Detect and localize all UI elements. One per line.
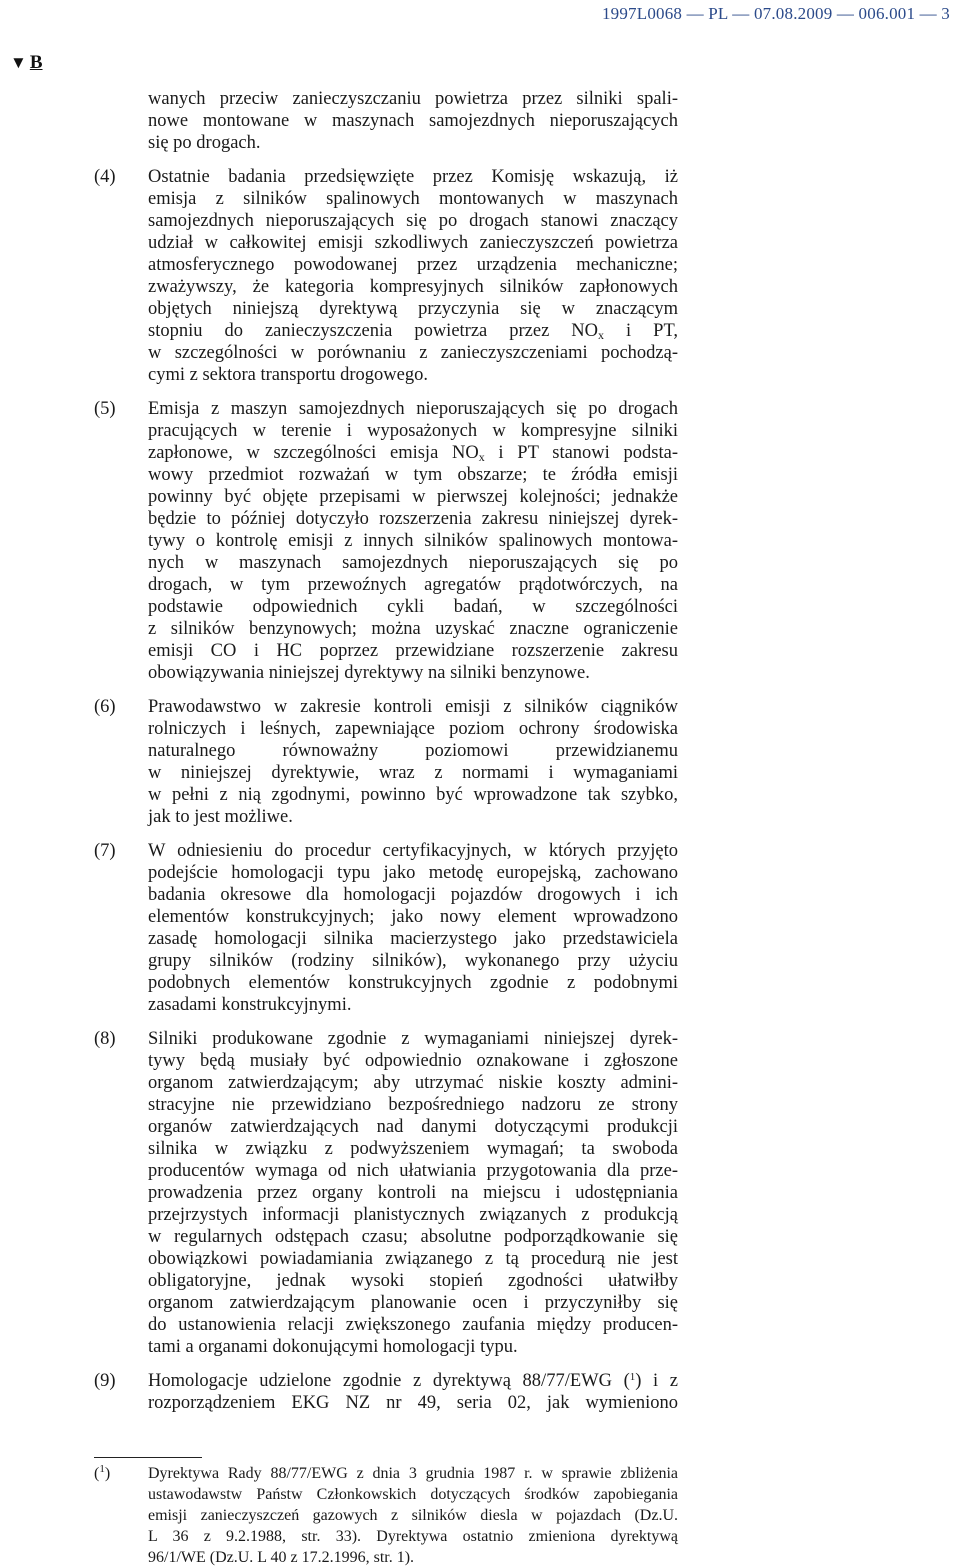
text-line: w regularnych odstępach czasu; absolutne podporządkowanie się bbox=[148, 1227, 678, 1247]
recitals-list bbox=[94, 166, 678, 1414]
recital-6 bbox=[94, 696, 678, 828]
text-line: W odniesieniu do procedur certyfikacyjnych, w których przyjęto bbox=[148, 841, 678, 861]
text-line: jak to jest możliwe. bbox=[148, 807, 293, 827]
text-line: udział w całkowitej emisji szkodliwych zanieczyszczeń powietrza bbox=[148, 233, 678, 253]
text-line: samojezdnych nieporuszających się po drogach stanowi znaczący bbox=[148, 211, 678, 231]
document-body bbox=[94, 88, 678, 1414]
recital-text bbox=[148, 398, 678, 684]
text-line: badania okresowe dla homologacji pojazdów drogowych i ich bbox=[148, 885, 678, 905]
text-line: tami a organami dokonującymi homologacji typu. bbox=[148, 1337, 518, 1357]
footnote-number: ($^1$) bbox=[94, 1463, 111, 1482]
text-line: podejście homologacji typu jako metodę europejską, zachowano bbox=[148, 863, 678, 883]
text-line: nych w maszynach samojezdnych nieporuszających się po bbox=[148, 553, 678, 573]
text-line: silnika w związku z podwyższeniem wymagań; ta swoboda bbox=[148, 1139, 678, 1159]
amendment-marker bbox=[10, 52, 43, 74]
recital-number: (8) bbox=[94, 1029, 116, 1049]
text-line: Silniki produkowane zgodnie z wymaganiami niniejszej dyrek- bbox=[148, 1029, 678, 1049]
footnote bbox=[94, 1463, 678, 1568]
text-line: z silników benzynowych; można uzyskać znaczne ograniczenie bbox=[148, 619, 678, 639]
recital-text bbox=[148, 696, 678, 828]
text-line: emisji zanieczyszczeń gazowych z silników diesla w pojazdach (Dz.U. bbox=[148, 1507, 678, 1524]
text-line: prowadzenia przez organy kontroli na miejscu i udostępniania bbox=[148, 1183, 678, 1203]
text-line: Emisja z maszyn samojezdnych nieporuszających się po drogach bbox=[148, 399, 678, 419]
text-line: nowe montowane w maszynach samojezdnych nieporuszających bbox=[148, 111, 678, 131]
recital-5 bbox=[94, 398, 678, 684]
recital-number: (9) bbox=[94, 1371, 116, 1391]
text-line: do ustanowienia relacji zwiększonego zaufania między producen- bbox=[148, 1315, 678, 1335]
text-line: wowy przedmiot rozważań w tym obszarze; te źródła emisji bbox=[148, 465, 678, 485]
footnote-text bbox=[94, 1463, 678, 1568]
text-line: tywy o kontrolę emisji z innych silników spalinowych montowa- bbox=[148, 531, 678, 551]
text-line: ustawodawstw Państw Członkowskich dotyczących środków zapobiegania bbox=[148, 1486, 678, 1503]
recital-7 bbox=[94, 840, 678, 1016]
text-line: będzie to później dotyczyło rozszerzenia zakresu niniejszej dyrek- bbox=[148, 509, 678, 529]
text-line: zasadami konstrukcyjnymi. bbox=[148, 995, 352, 1015]
footnote-separator bbox=[94, 1457, 202, 1458]
text-line: Ostatnie badania przedsięwzięte przez Komisję wskazują, iż bbox=[148, 167, 678, 187]
text-line: producentów wymaga od nich ułatwiania przygotowania dla prze- bbox=[148, 1161, 678, 1181]
text-line: cymi z sektora transportu drogowego. bbox=[148, 365, 428, 385]
recital-number: (5) bbox=[94, 399, 116, 419]
recital-9 bbox=[94, 1370, 678, 1414]
text-line: podstawie odpowiednich cykli badań, w szczególności bbox=[148, 597, 678, 617]
text-line: podobnych elementów konstrukcyjnych zgodnie z podobnymi bbox=[148, 973, 678, 993]
recital-4 bbox=[94, 166, 678, 386]
text-line: objętych niniejszą dyrektywą przyczynia się w znaczącym bbox=[148, 299, 678, 319]
text-line: Dyrektywa Rady 88/77/EWG z dnia 3 grudnia 1987 r. w sprawie zbliżenia bbox=[148, 1465, 678, 1482]
recital-text bbox=[148, 166, 678, 386]
text-line: wanych przeciw zanieczyszczaniu powietrza przez silniki spali- bbox=[148, 89, 678, 109]
recital-number: (7) bbox=[94, 841, 116, 861]
text-line: obowiązywania niniejszej dyrektywy na silniki benzynowe. bbox=[148, 663, 590, 683]
text-line: przejrzystych informacji planistycznych związanych z produkcją bbox=[148, 1205, 678, 1225]
text-line: pracujących w terenie i wyposażonych w kompresyjne silniki bbox=[148, 421, 678, 441]
text-line: rozporządzeniem EKG NZ nr 49, seria 02, jak wymieniono bbox=[148, 1393, 678, 1413]
amendment-marker-letter: B bbox=[29, 52, 43, 73]
text-line: L 36 z 9.2.1988, str. 33). Dyrektywa ostatnio zmieniona dyrektywą bbox=[148, 1528, 678, 1545]
text-line: tywy będą musiały być odpowiednio oznakowane i zgłoszone bbox=[148, 1051, 678, 1071]
recital-text bbox=[148, 840, 678, 1016]
document-reference-header: 1997L0068 — PL — 07.08.2009 — 006.001 — 3 bbox=[601, 4, 950, 23]
text-line: organom zatwierdzającym planowanie ocen i przyczyniłby się bbox=[148, 1293, 678, 1313]
recital-8 bbox=[94, 1028, 678, 1358]
text-line: w szczególności w porównaniu z zanieczyszczeniami pochodzą- bbox=[148, 343, 678, 363]
text-line: Prawodawstwo w zakresie kontroli emisji z silników ciągników bbox=[148, 697, 678, 717]
recital-text bbox=[148, 1370, 678, 1414]
text-line: powinny być objęte przepisami w pierwszej kolejności; jednakże bbox=[148, 487, 678, 507]
text-line: zapłonowe, w szczególności emisja $NO_x$ i PT stanowi podsta- bbox=[148, 443, 678, 464]
text-line: w pełni z nią zgodnymi, powinno być wprowadzone tak szybko, bbox=[148, 785, 678, 805]
text-line: stracyjne nie przewidziano bezpośredniego nadzoru ze strony bbox=[148, 1095, 678, 1115]
triangle-down-icon: ▼ bbox=[10, 53, 27, 72]
text-line: Homologacje udzielone zgodnie z dyrektywą 88/77/EWG ($^1$) i z bbox=[148, 1371, 678, 1391]
text-line: zasadę homologacji silnika macierzystego jako przedstawiciela bbox=[148, 929, 678, 949]
text-line: elementów konstrukcyjnych; jako nowy element wprowadzono bbox=[148, 907, 678, 927]
text-line: grupy silników (rodziny silników), wykonanego przy użyciu bbox=[148, 951, 678, 971]
recital-number: (4) bbox=[94, 167, 116, 187]
recital-text bbox=[148, 1028, 678, 1358]
continued-recital-text bbox=[148, 88, 678, 154]
text-line: drogach, w tym przewoźnych agregatów prądotwórczych, na bbox=[148, 575, 678, 595]
text-line: 96/1/WE (Dz.U. L 40 z 17.2.1996, str. 1). bbox=[148, 1549, 415, 1566]
text-line: obligatoryjne, jednak wysoki stopień zgodności ułatwiłby bbox=[148, 1271, 678, 1291]
text-line: organom zatwierdzającym; aby utrzymać niskie koszty admini- bbox=[148, 1073, 678, 1093]
text-line: zważywszy, że kategoria kompresyjnych silników zapłonowych bbox=[148, 277, 678, 297]
text-line: naturalnego równoważny poziomowi przewidzianemu bbox=[148, 741, 678, 761]
text-line: stopniu do zanieczyszczenia powietrza przez $NO_x$ i PT, bbox=[148, 321, 678, 342]
text-line: w niniejszej dyrektywie, wraz z normami i wymaganiami bbox=[148, 763, 678, 783]
text-line: obowiązkowi powiadamiania związanego z tą procedurą nie jest bbox=[148, 1249, 678, 1269]
text-line: emisji CO i HC poprzez przewidziane rozszerzenie zakresu bbox=[148, 641, 678, 661]
text-line: się po drogach. bbox=[148, 133, 261, 153]
text-line: rolniczych i leśnych, zapewniające poziom ochrony środowiska bbox=[148, 719, 678, 739]
text-line: emisja z silników spalinowych montowanych w maszynach bbox=[148, 189, 678, 209]
text-line: atmosferycznego powodowanej przez urządzenia mechaniczne; bbox=[148, 255, 678, 275]
text-line: organów zatwierdzających nad danymi dotyczącymi produkcji bbox=[148, 1117, 678, 1137]
recital-number: (6) bbox=[94, 697, 116, 717]
